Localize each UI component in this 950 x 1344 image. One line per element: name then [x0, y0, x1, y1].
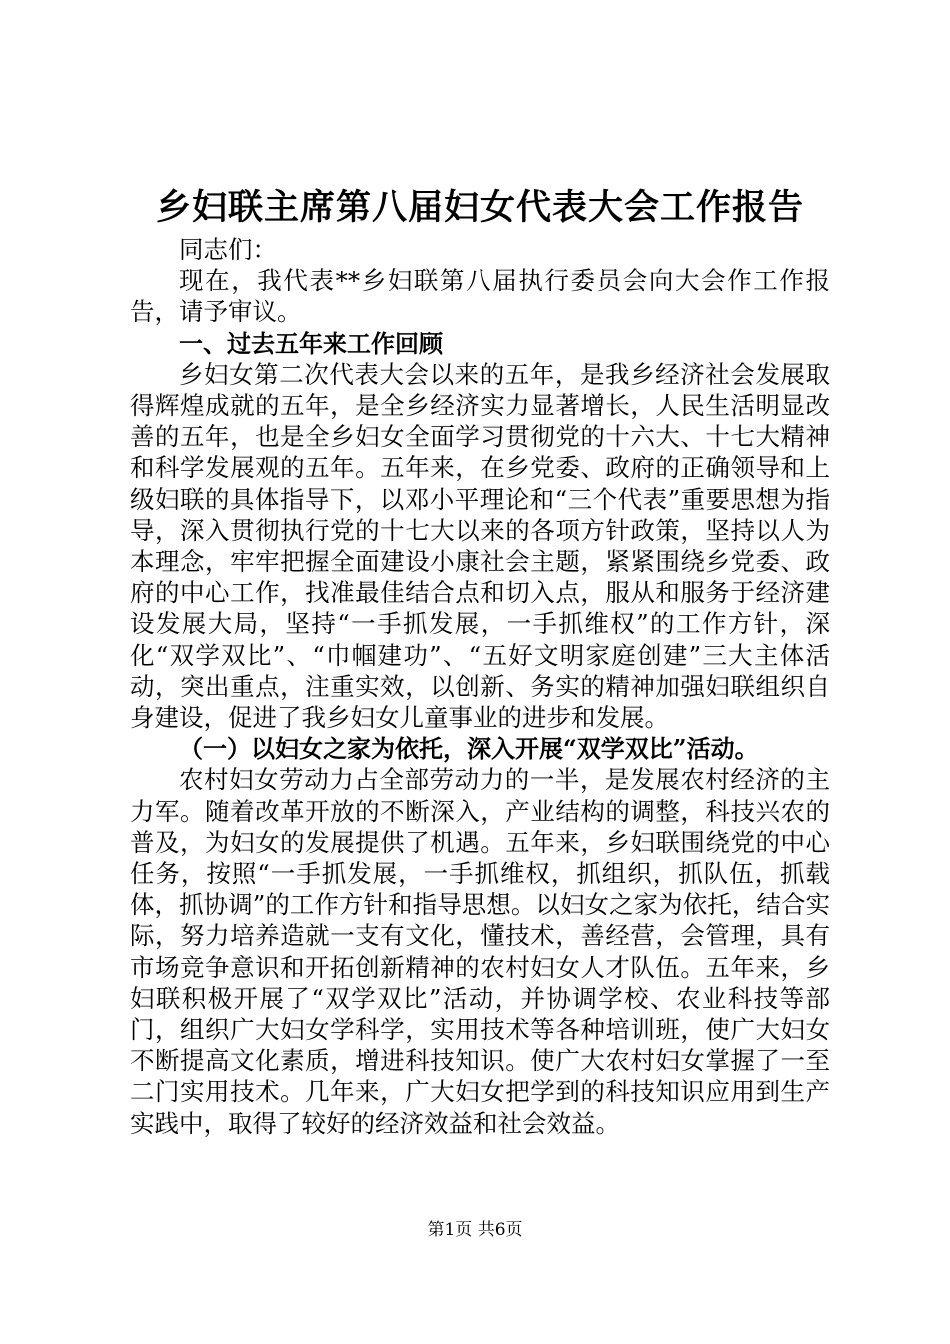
intro-paragraph: 现在，我代表**乡妇联第八届执行委员会向大会作工作报告，请予审议。	[130, 266, 830, 327]
page-number-footer: 第1页 共6页	[427, 1220, 523, 1240]
document-title: 乡妇联主席第八届妇女代表大会工作报告	[155, 187, 804, 228]
document-body	[130, 184, 830, 1139]
subsection-heading-shuangxue: （一）以妇女之家为依托，深入开展“双学双比”活动。	[179, 734, 759, 764]
salutation: 同志们：	[179, 235, 277, 264]
subsection-paragraph-shuangxue: 农村妇女劳动力占全部劳动力的一半，是发展农村经济的主力军。随着改革开放的不断深入，产业结构的调整，科技兴农的普及，为妇女的发展提供了机遇。五年来，乡妇联围绕党的中心任务，按照“一手抓发展，一手抓维权，抓组织，抓队伍，抓载体，抓协调”的工作方针和指导思想。以妇女之家为依托，结合实际，努力培养造就一支有文化，懂技术，善经营，会管理，具有市场竞争意识和开拓创新精神的农村妇女人才队伍。五年来，乡妇联积极开展了“双学双比”活动，并协调学校、农业科技等部门，组织广大妇女学科学，实用技术等各种培训班，使广大妇女不断提高文化素质，增进科技知识。使广大农村妇女掌握了一至二门实用技术。几年来，广大妇女把学到的科技知识应用到生产实践中，取得了较好的经济效益和社会效益。	[130, 765, 830, 1138]
section-heading-review: 一、过去五年来工作回顾	[179, 328, 443, 358]
section-paragraph-review: 乡妇女第二次代表大会以来的五年，是我乡经济社会发展取得辉煌成就的五年，是全乡经济实力显著增长，人民生活明显改善的五年，也是全乡妇女全面学习贯彻党的十六大、十七大精神和科学发展观的五年。五年来，在乡党委、政府的正确领导和上级妇联的具体指导下，以邓小平理论和“三个代表”重要思想为指导，深入贯彻执行党的十七大以来的各项方针政策，坚持以人为本理念，牢牢把握全面建设小康社会主题，紧紧围绕乡党委、政府的中心工作，找准最佳结合点和切入点，服从和服务于经济建设发展大局，坚持“一手抓发展，一手抓维权”的工作方针，深化“双学双比”、“巾帼建功”、“五好文明家庭创建”三大主体活动，突出重点，注重实效，以创新、务实的精神加强妇联组织自身建设，促进了我乡妇女儿童事业的进步和发展。	[130, 359, 830, 733]
